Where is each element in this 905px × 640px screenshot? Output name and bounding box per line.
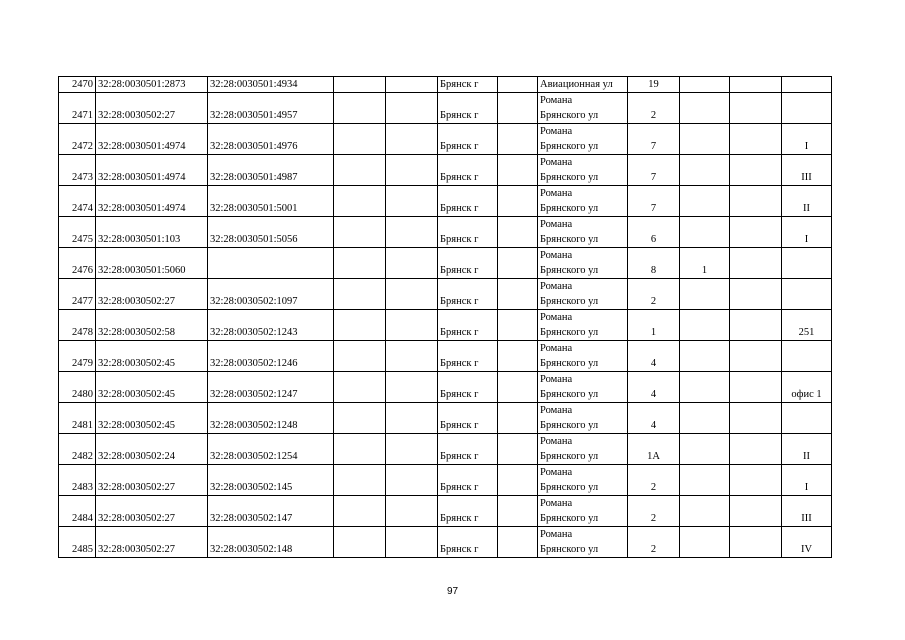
cell-premises: III	[782, 155, 832, 186]
street-line-1: Романа	[540, 281, 573, 292]
cell-street	[538, 310, 628, 341]
cell-empty	[730, 93, 782, 124]
cell-street	[538, 465, 628, 496]
street-line-2: Брянского ул	[540, 110, 599, 121]
cell-parent-cadastral-number: 32:28:0030501:4974	[96, 186, 208, 217]
cell-empty	[730, 248, 782, 279]
cell-parent-cadastral-number: 32:28:0030501:5060	[96, 248, 208, 279]
cell-empty	[730, 279, 782, 310]
cell-empty	[386, 279, 438, 310]
cell-street	[538, 434, 628, 465]
cell-cadastral-number: 32:28:0030502:148	[208, 527, 334, 558]
cell-parent-cadastral-number: 32:28:0030502:27	[96, 279, 208, 310]
cell-empty	[730, 341, 782, 372]
cell-row-number: 2481	[59, 403, 96, 434]
cell-row-number: 2471	[59, 93, 96, 124]
cell-street	[538, 217, 628, 248]
cell-empty	[730, 310, 782, 341]
cell-cadastral-number: 32:28:0030502:1248	[208, 403, 334, 434]
cell-house: 4	[628, 372, 680, 403]
cell-row-number: 2477	[59, 279, 96, 310]
street-line-1: Романа	[540, 312, 573, 323]
cell-premises: I	[782, 217, 832, 248]
cell-building	[680, 372, 730, 403]
cell-city: Брянск г	[438, 434, 498, 465]
cell-house: 4	[628, 403, 680, 434]
table-row	[59, 155, 832, 186]
cell-street	[538, 248, 628, 279]
cell-building	[680, 310, 730, 341]
cell-empty	[386, 77, 438, 93]
table-row	[59, 465, 832, 496]
cell-empty	[498, 93, 538, 124]
property-table	[58, 76, 832, 558]
cell-street	[538, 186, 628, 217]
cell-empty	[334, 77, 386, 93]
cell-empty	[334, 527, 386, 558]
cell-house: 4	[628, 341, 680, 372]
table-row	[59, 496, 832, 527]
table-body	[59, 77, 832, 558]
cell-city: Брянск г	[438, 77, 498, 93]
cell-street	[538, 155, 628, 186]
table-row	[59, 403, 832, 434]
cell-street	[538, 93, 628, 124]
cell-parent-cadastral-number: 32:28:0030501:2873	[96, 77, 208, 93]
cell-row-number: 2478	[59, 310, 96, 341]
cell-row-number: 2479	[59, 341, 96, 372]
street-line-2: Брянского ул	[540, 482, 599, 493]
cell-premises: 251	[782, 310, 832, 341]
street-line-1: Романа	[540, 126, 573, 137]
cell-street	[538, 372, 628, 403]
cell-empty	[730, 186, 782, 217]
cell-premises: офис 1	[782, 372, 832, 403]
cell-house: 2	[628, 496, 680, 527]
street-line-1: Романа	[540, 498, 573, 509]
cell-cadastral-number: 32:28:0030501:4934	[208, 77, 334, 93]
cell-row-number: 2474	[59, 186, 96, 217]
cell-city: Брянск г	[438, 217, 498, 248]
street-line-1: Романа	[540, 188, 573, 199]
cell-empty	[386, 465, 438, 496]
cell-parent-cadastral-number: 32:28:0030502:27	[96, 527, 208, 558]
cell-city: Брянск г	[438, 403, 498, 434]
street-line-2: Брянского ул	[540, 172, 599, 183]
street-line-1: Романа	[540, 374, 573, 385]
cell-premises	[782, 403, 832, 434]
cell-city: Брянск г	[438, 279, 498, 310]
cell-empty	[334, 217, 386, 248]
cell-row-number: 2476	[59, 248, 96, 279]
table-row	[59, 310, 832, 341]
cell-house: 6	[628, 217, 680, 248]
cell-empty	[498, 310, 538, 341]
cell-empty	[334, 434, 386, 465]
cell-city: Брянск г	[438, 248, 498, 279]
cell-building	[680, 77, 730, 93]
cell-empty	[730, 124, 782, 155]
cell-street	[538, 403, 628, 434]
cell-empty	[498, 77, 538, 93]
cell-empty	[334, 155, 386, 186]
cell-street	[538, 279, 628, 310]
cell-empty	[730, 155, 782, 186]
cell-row-number: 2472	[59, 124, 96, 155]
cell-empty	[386, 372, 438, 403]
cell-empty	[730, 434, 782, 465]
cell-row-number: 2482	[59, 434, 96, 465]
cell-premises: II	[782, 186, 832, 217]
cell-premises: I	[782, 124, 832, 155]
cell-empty	[334, 279, 386, 310]
cell-empty	[334, 403, 386, 434]
cell-empty	[730, 217, 782, 248]
cell-empty	[334, 372, 386, 403]
cell-row-number: 2485	[59, 527, 96, 558]
street-line-2: Брянского ул	[540, 141, 599, 152]
cell-premises: IV	[782, 527, 832, 558]
cell-parent-cadastral-number: 32:28:0030501:103	[96, 217, 208, 248]
cell-house: 1	[628, 310, 680, 341]
cell-empty	[386, 186, 438, 217]
cell-empty	[498, 372, 538, 403]
cell-parent-cadastral-number: 32:28:0030501:4974	[96, 124, 208, 155]
cell-empty	[730, 465, 782, 496]
cell-building	[680, 186, 730, 217]
cell-row-number: 2483	[59, 465, 96, 496]
cell-city: Брянск г	[438, 465, 498, 496]
street-line-2: Брянского ул	[540, 296, 599, 307]
street-line-1: Романа	[540, 405, 573, 416]
cell-empty	[730, 77, 782, 93]
cell-empty	[386, 341, 438, 372]
cell-street	[538, 496, 628, 527]
cell-empty	[386, 434, 438, 465]
cell-empty	[498, 527, 538, 558]
cell-parent-cadastral-number: 32:28:0030502:58	[96, 310, 208, 341]
street-line-1: Романа	[540, 529, 573, 540]
cell-building	[680, 527, 730, 558]
cell-cadastral-number	[208, 248, 334, 279]
cell-row-number: 2480	[59, 372, 96, 403]
cell-house: 7	[628, 186, 680, 217]
cell-empty	[730, 496, 782, 527]
cell-cadastral-number: 32:28:0030502:1097	[208, 279, 334, 310]
table-row	[59, 372, 832, 403]
cell-empty	[498, 434, 538, 465]
table-row	[59, 77, 832, 93]
table-row	[59, 124, 832, 155]
street-line-1: Романа	[540, 250, 573, 261]
cell-parent-cadastral-number: 32:28:0030502:27	[96, 93, 208, 124]
cell-house: 2	[628, 93, 680, 124]
table-row	[59, 279, 832, 310]
cell-parent-cadastral-number: 32:28:0030502:45	[96, 372, 208, 403]
street-line-2: Брянского ул	[540, 203, 599, 214]
cell-empty	[334, 341, 386, 372]
cell-cadastral-number: 32:28:0030501:5001	[208, 186, 334, 217]
cell-building	[680, 124, 730, 155]
street-line-2: Брянского ул	[540, 451, 599, 462]
cell-empty	[334, 310, 386, 341]
cell-building	[680, 434, 730, 465]
cell-cadastral-number: 32:28:0030502:1254	[208, 434, 334, 465]
street-line-2: Брянского ул	[540, 265, 599, 276]
cell-empty	[730, 527, 782, 558]
cell-building	[680, 341, 730, 372]
cell-city: Брянск г	[438, 186, 498, 217]
street-line-1: Романа	[540, 467, 573, 478]
cell-cadastral-number: 32:28:0030502:1243	[208, 310, 334, 341]
street-line-2: Брянского ул	[540, 544, 599, 555]
cell-building	[680, 217, 730, 248]
cell-house: 2	[628, 527, 680, 558]
cell-house: 7	[628, 155, 680, 186]
cell-row-number: 2484	[59, 496, 96, 527]
street-line-2: Брянского ул	[540, 234, 599, 245]
street-line-1: Романа	[540, 219, 573, 230]
cell-empty	[386, 527, 438, 558]
street-line-1: Романа	[540, 343, 573, 354]
cell-empty	[498, 496, 538, 527]
cell-empty	[498, 403, 538, 434]
cell-cadastral-number: 32:28:0030501:4987	[208, 155, 334, 186]
cell-cadastral-number: 32:28:0030501:4976	[208, 124, 334, 155]
cell-empty	[386, 124, 438, 155]
cell-parent-cadastral-number: 32:28:0030501:4974	[96, 155, 208, 186]
cell-empty	[498, 217, 538, 248]
cell-empty	[386, 155, 438, 186]
cell-empty	[498, 186, 538, 217]
cell-street	[538, 77, 628, 93]
table-row	[59, 248, 832, 279]
cell-empty	[386, 310, 438, 341]
cell-cadastral-number: 32:28:0030502:145	[208, 465, 334, 496]
cell-empty	[498, 341, 538, 372]
street-line-2: Брянского ул	[540, 358, 599, 369]
cell-parent-cadastral-number: 32:28:0030502:27	[96, 496, 208, 527]
cell-premises: II	[782, 434, 832, 465]
cell-parent-cadastral-number: 32:28:0030502:45	[96, 403, 208, 434]
cell-city: Брянск г	[438, 155, 498, 186]
cell-building	[680, 465, 730, 496]
cell-empty	[386, 403, 438, 434]
cell-premises: III	[782, 496, 832, 527]
cell-empty	[334, 93, 386, 124]
cell-city: Брянск г	[438, 310, 498, 341]
cell-house: 7	[628, 124, 680, 155]
cell-house: 8	[628, 248, 680, 279]
cell-empty	[498, 465, 538, 496]
cell-parent-cadastral-number: 32:28:0030502:45	[96, 341, 208, 372]
cell-building	[680, 403, 730, 434]
cell-cadastral-number: 32:28:0030502:1246	[208, 341, 334, 372]
cell-premises	[782, 341, 832, 372]
cell-empty	[730, 372, 782, 403]
cell-premises: I	[782, 465, 832, 496]
street-line-2: Брянского ул	[540, 513, 599, 524]
street-line-2: Авиационная ул	[540, 79, 613, 90]
cell-empty	[498, 248, 538, 279]
table-row	[59, 341, 832, 372]
cell-building	[680, 496, 730, 527]
cell-empty	[386, 93, 438, 124]
table-row	[59, 527, 832, 558]
cell-empty	[386, 217, 438, 248]
cell-row-number: 2475	[59, 217, 96, 248]
table-row	[59, 186, 832, 217]
street-line-2: Брянского ул	[540, 389, 599, 400]
cell-premises	[782, 279, 832, 310]
cell-building: 1	[680, 248, 730, 279]
cell-empty	[498, 279, 538, 310]
cell-empty	[498, 155, 538, 186]
cell-city: Брянск г	[438, 341, 498, 372]
cell-parent-cadastral-number: 32:28:0030502:27	[96, 465, 208, 496]
cell-empty	[386, 248, 438, 279]
cell-city: Брянск г	[438, 496, 498, 527]
table-row	[59, 217, 832, 248]
cell-empty	[730, 403, 782, 434]
cell-empty	[498, 124, 538, 155]
street-line-2: Брянского ул	[540, 327, 599, 338]
cell-house: 1А	[628, 434, 680, 465]
cell-city: Брянск г	[438, 527, 498, 558]
cell-cadastral-number: 32:28:0030502:1247	[208, 372, 334, 403]
cell-row-number: 2470	[59, 77, 96, 93]
cell-city: Брянск г	[438, 93, 498, 124]
cell-row-number: 2473	[59, 155, 96, 186]
cell-premises	[782, 93, 832, 124]
cell-city: Брянск г	[438, 124, 498, 155]
street-line-1: Романа	[540, 157, 573, 168]
cell-premises	[782, 248, 832, 279]
cell-street	[538, 124, 628, 155]
cell-building	[680, 93, 730, 124]
table-row	[59, 434, 832, 465]
table-row	[59, 93, 832, 124]
cell-house: 19	[628, 77, 680, 93]
cell-street	[538, 341, 628, 372]
page-number: 97	[446, 586, 459, 597]
cell-house: 2	[628, 279, 680, 310]
cell-empty	[334, 496, 386, 527]
cell-street	[538, 527, 628, 558]
cell-empty	[334, 124, 386, 155]
cell-city: Брянск г	[438, 372, 498, 403]
cell-building	[680, 155, 730, 186]
cell-empty	[386, 496, 438, 527]
street-line-1: Романа	[540, 436, 573, 447]
cell-cadastral-number: 32:28:0030501:4957	[208, 93, 334, 124]
cell-empty	[334, 465, 386, 496]
cell-cadastral-number: 32:28:0030501:5056	[208, 217, 334, 248]
cell-empty	[334, 186, 386, 217]
street-line-1: Романа	[540, 95, 573, 106]
cell-premises	[782, 77, 832, 93]
cell-empty	[334, 248, 386, 279]
cell-house: 2	[628, 465, 680, 496]
cell-cadastral-number: 32:28:0030502:147	[208, 496, 334, 527]
cell-building	[680, 279, 730, 310]
cell-parent-cadastral-number: 32:28:0030502:24	[96, 434, 208, 465]
street-line-2: Брянского ул	[540, 420, 599, 431]
